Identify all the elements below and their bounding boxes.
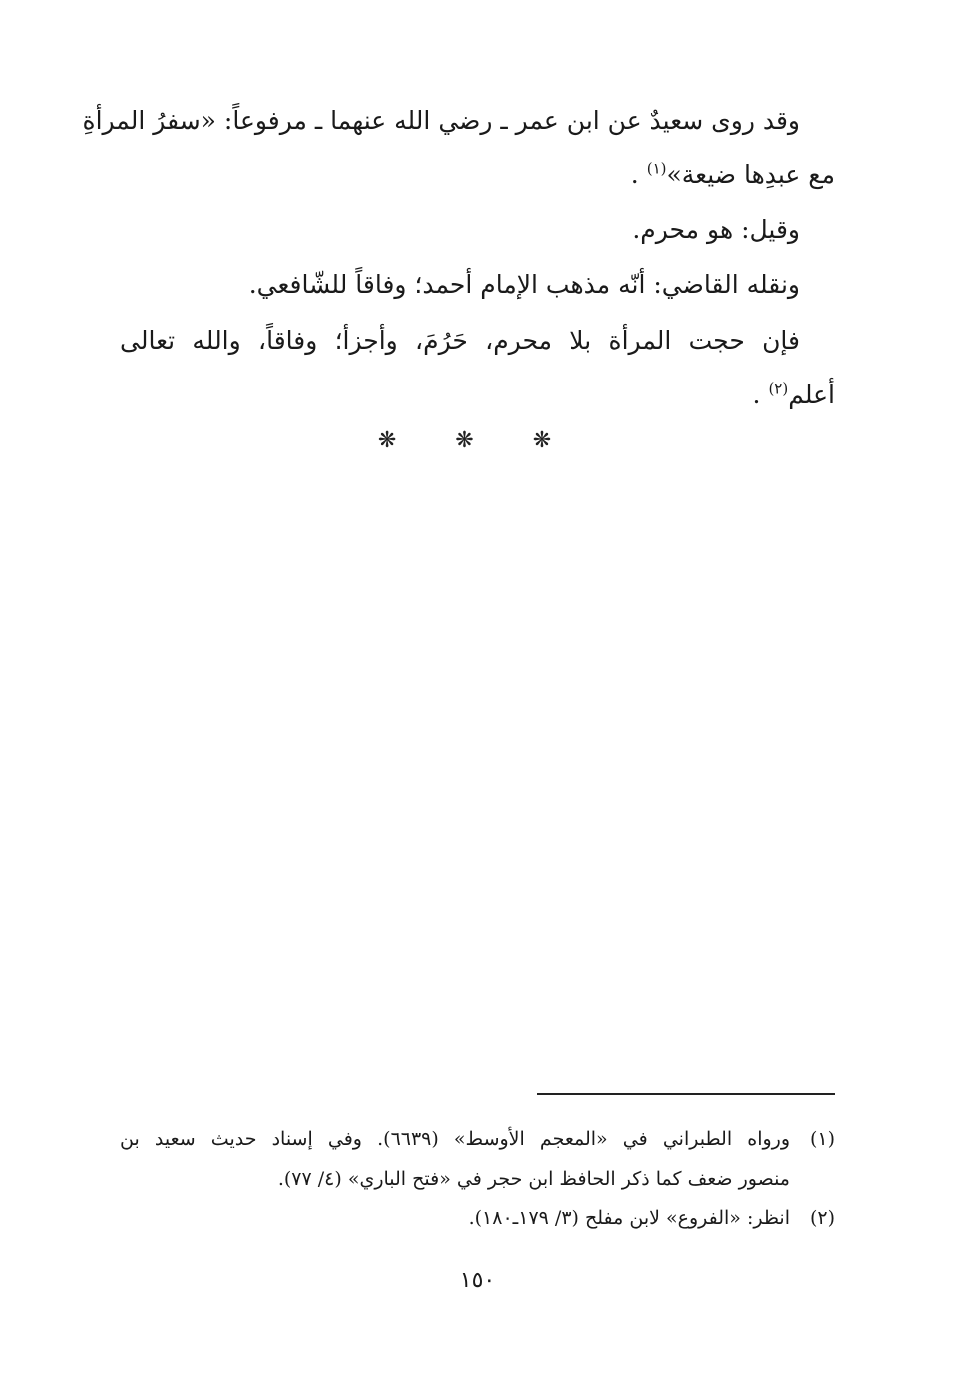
footnote-2-number: (٢): [809, 1207, 835, 1229]
footnote-2-line-1: انظر: «الفروع» لابن مفلح (٣/ ١٧٩ـ١٨٠).: [468, 1207, 790, 1229]
page-number: ١٥٠: [459, 1268, 496, 1293]
paragraph-1-period: .: [630, 160, 639, 189]
paragraph-4-line-1: فإن حجت المرأة بلا محرم، حَرُمَ، وأجزأ؛ وفاقاً، والله تعالى: [120, 326, 800, 355]
paragraph-1-line-2: [631, 158, 835, 192]
paragraph-4-line-2: [753, 378, 835, 412]
paragraph-3: ونقله القاضي: أنّه مذهب الإمام أحمد؛ وفاقاً للشّافعي.: [248, 270, 800, 299]
footnote-1-line-1: ورواه الطبراني في «المعجم الأوسط» (٦٦٣٩). وفي إسناد حديث سعيد بن: [120, 1128, 790, 1150]
footnote-divider: [537, 1093, 835, 1095]
footnote-1-line-2: منصور ضعف كما ذكر الحافظ ابن حجر في «فتح الباري» (٤/ ٧٧).: [277, 1168, 790, 1190]
paragraph-4-text: أعلم: [788, 380, 835, 409]
paragraph-2: وقيل: هو محرم.: [632, 215, 800, 244]
paragraph-4-period: .: [752, 380, 761, 409]
paragraph-1-line-1: وقد روى سعيدٌ عن ابن عمر ـ رضي الله عنهما ـ مرفوعاً: «سفرُ المرأةِ: [82, 106, 800, 135]
footnote-1-number: (١): [809, 1128, 835, 1150]
footnote-ref-2: (٢): [768, 379, 789, 398]
footnote-ref-1: (١): [646, 159, 667, 178]
paragraph-1-text: مع عبدِها ضيعة»: [666, 160, 835, 189]
section-separator: ❋ ❋ ❋: [377, 428, 578, 453]
